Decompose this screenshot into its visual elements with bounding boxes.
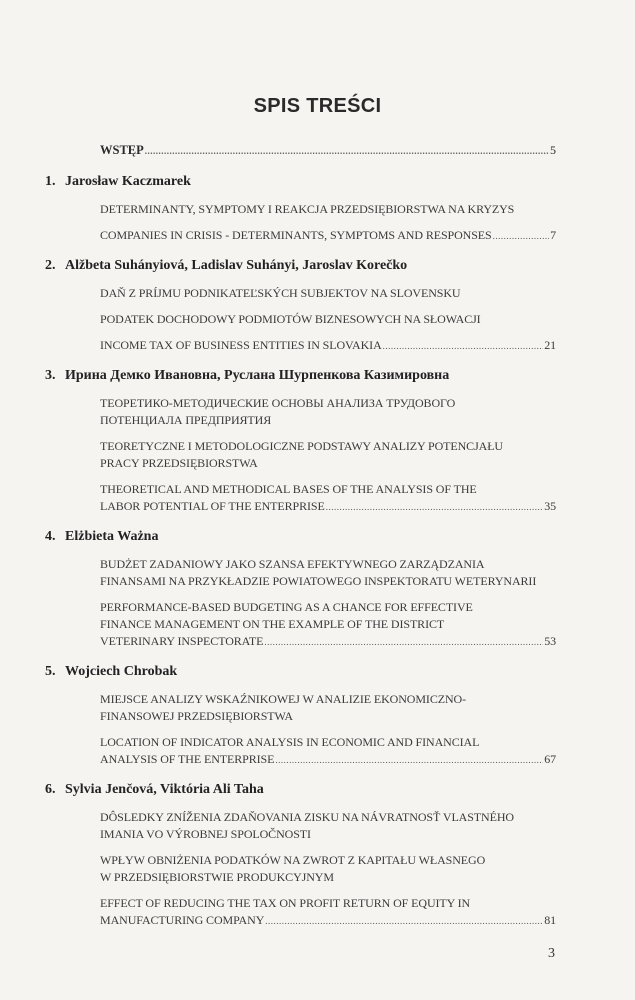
title-line: TEORETYCZNE I METODOLOGICZNE PODSTAWY ANALIZY POTENCJAŁU: [100, 439, 503, 453]
entry-title[interactable]: [100, 852, 556, 886]
intro-page: 5: [550, 143, 556, 157]
entry-author-row: [45, 780, 556, 800]
entry-title[interactable]: [100, 227, 556, 245]
title-line: DETERMINANTY, SYMPTOMY I REAKCJA PRZEDSIĘBIORSTWA NA KRYZYS: [100, 202, 515, 216]
title-line: MIEJSCE ANALIZY WSKAŹNIKOWEJ W ANALIZIE EKONOMICZNO-: [100, 692, 466, 706]
toc-entries: [45, 172, 556, 930]
dot-leader: [275, 752, 543, 769]
title-line: PODATEK DOCHODOWY PODMIOTÓW BIZNESOWYCH NA SŁOWACJI: [100, 312, 481, 326]
entry-page: 53: [544, 634, 556, 648]
entry-page: 7: [550, 228, 556, 242]
title-text: LABOR POTENTIAL OF THE ENTERPRISE: [100, 499, 325, 513]
entry-number: 4.: [45, 529, 56, 544]
title-line: EFFECT OF REDUCING THE TAX ON PROFIT RETURN OF EQUITY IN: [100, 896, 471, 910]
dot-leader: [145, 146, 549, 156]
entry-title[interactable]: [100, 599, 556, 651]
entry-number: 2.: [45, 258, 56, 273]
entry-title[interactable]: [100, 201, 556, 218]
title-line: DÔSLEDKY ZNÍŽENIA ZDAŇOVANIA ZISKU NA NÁVRATNOSŤ VLASTNÉHO: [100, 810, 514, 824]
page-title: SPIS TREŚCI: [253, 95, 382, 117]
title-line: FINANSAMI NA PRZYKŁADZIE POWIATOWEGO INSPEKTORATU WETERYNARII: [100, 574, 537, 588]
title-line: IMANIA VO VÝROBNEJ SPOLOČNOSTI: [100, 827, 311, 841]
entry-title[interactable]: [100, 556, 556, 590]
title-text: ANALYSIS OF THE ENTERPRISE: [100, 752, 275, 766]
entry-authors: Alžbeta Suhányiová, Ladislav Suhányi, Jaroslav Korečko: [65, 258, 408, 273]
toc-entry: [45, 172, 556, 245]
entry-title[interactable]: [100, 311, 556, 328]
entry-author-row: [45, 172, 556, 192]
title-line: [100, 498, 556, 516]
entry-author-row: [45, 256, 556, 276]
entry-page: 21: [544, 338, 556, 352]
entry-title[interactable]: [100, 809, 556, 843]
title-line: ТЕОРЕТИКО-МЕТОДИЧЕСКИЕ ОСНОВЫ АНАЛИЗА ТРУДОВОГО: [100, 396, 456, 410]
title-line: [100, 912, 556, 930]
title-line: DAŇ Z PRÍJMU PODNIKATEĽSKÝCH SUBJEKTOV NA SLOVENSKU: [100, 286, 461, 300]
entry-authors: Sylvia Jenčová, Viktória Ali Taha: [65, 782, 264, 797]
entry-authors: Elżbieta Ważna: [65, 529, 159, 544]
entry-authors: Wojciech Chrobak: [65, 664, 178, 679]
entry-page: 35: [544, 499, 556, 513]
title-line: LOCATION OF INDICATOR ANALYSIS IN ECONOMIC AND FINANCIAL: [100, 735, 480, 749]
title-line: PRACY PRZEDSIĘBIORSTWA: [100, 456, 258, 470]
title-text: MANUFACTURING COMPANY: [100, 913, 265, 927]
title-line: ПОТЕНЦИАЛА ПРЕДПРИЯТИЯ: [100, 413, 272, 427]
entry-author-row: [45, 366, 556, 386]
entry-title[interactable]: [100, 337, 556, 355]
dot-leader: [326, 499, 543, 516]
title-line: [100, 751, 556, 769]
title-line: WPŁYW OBNIŻENIA PODATKÓW NA ZWROT Z KAPITAŁU WŁASNEGO: [100, 853, 486, 867]
table-of-contents: [45, 143, 556, 930]
entry-number: 6.: [45, 782, 56, 797]
entry-number: 5.: [45, 664, 56, 679]
dot-leader: [383, 338, 544, 355]
entry-authors: Jarosław Kaczmarek: [65, 174, 191, 189]
entry-number: 3.: [45, 368, 56, 383]
title-line: [100, 227, 556, 245]
entry-title[interactable]: [100, 691, 556, 725]
intro-label: WSTĘP: [100, 143, 144, 157]
title-line: FINANSOWEJ PRZEDSIĘBIORSTWA: [100, 709, 293, 723]
entry-title[interactable]: [100, 395, 556, 429]
dot-leader: [265, 913, 543, 930]
entry-number: 1.: [45, 174, 56, 189]
toc-entry: [45, 662, 556, 769]
dot-leader: [264, 634, 543, 651]
title-text: INCOME TAX OF BUSINESS ENTITIES IN SLOVAKIA: [100, 338, 382, 352]
entry-title[interactable]: [100, 895, 556, 930]
title-line: BUDŻET ZADANIOWY JAKO SZANSA EFEKTYWNEGO ZARZĄDZANIA: [100, 557, 485, 571]
entry-title[interactable]: [100, 481, 556, 516]
toc-entry: [45, 780, 556, 930]
toc-entry: [45, 366, 556, 516]
dot-leader: [493, 228, 549, 245]
title-line: [100, 337, 556, 355]
toc-intro[interactable]: [100, 143, 556, 161]
title-text: VETERINARY INSPECTORATE: [100, 634, 264, 648]
entry-title[interactable]: [100, 734, 556, 769]
title-line: FINANCE MANAGEMENT ON THE EXAMPLE OF THE DISTRICT: [100, 617, 445, 631]
entry-page: 67: [544, 752, 556, 766]
title-line: THEORETICAL AND METHODICAL BASES OF THE ANALYSIS OF THE: [100, 482, 477, 496]
entry-title[interactable]: [100, 285, 556, 302]
toc-entry: [45, 527, 556, 651]
page-number: 3: [548, 946, 555, 961]
entry-author-row: [45, 527, 556, 547]
entry-title[interactable]: [100, 438, 556, 472]
title-line: W PRZEDSIĘBIORSTWIE PRODUKCYJNYM: [100, 870, 334, 884]
entry-page: 81: [544, 913, 556, 927]
title-text: COMPANIES IN CRISIS - DETERMINANTS, SYMPTOMS AND RESPONSES: [100, 228, 492, 242]
title-line: PERFORMANCE-BASED BUDGETING AS A CHANCE FOR EFFECTIVE: [100, 600, 473, 614]
title-line: [100, 633, 556, 651]
entry-authors: Ирина Демко Ивановна, Руслана Шурпенкова Казимировна: [65, 368, 450, 383]
toc-entry: [45, 256, 556, 355]
entry-author-row: [45, 662, 556, 682]
